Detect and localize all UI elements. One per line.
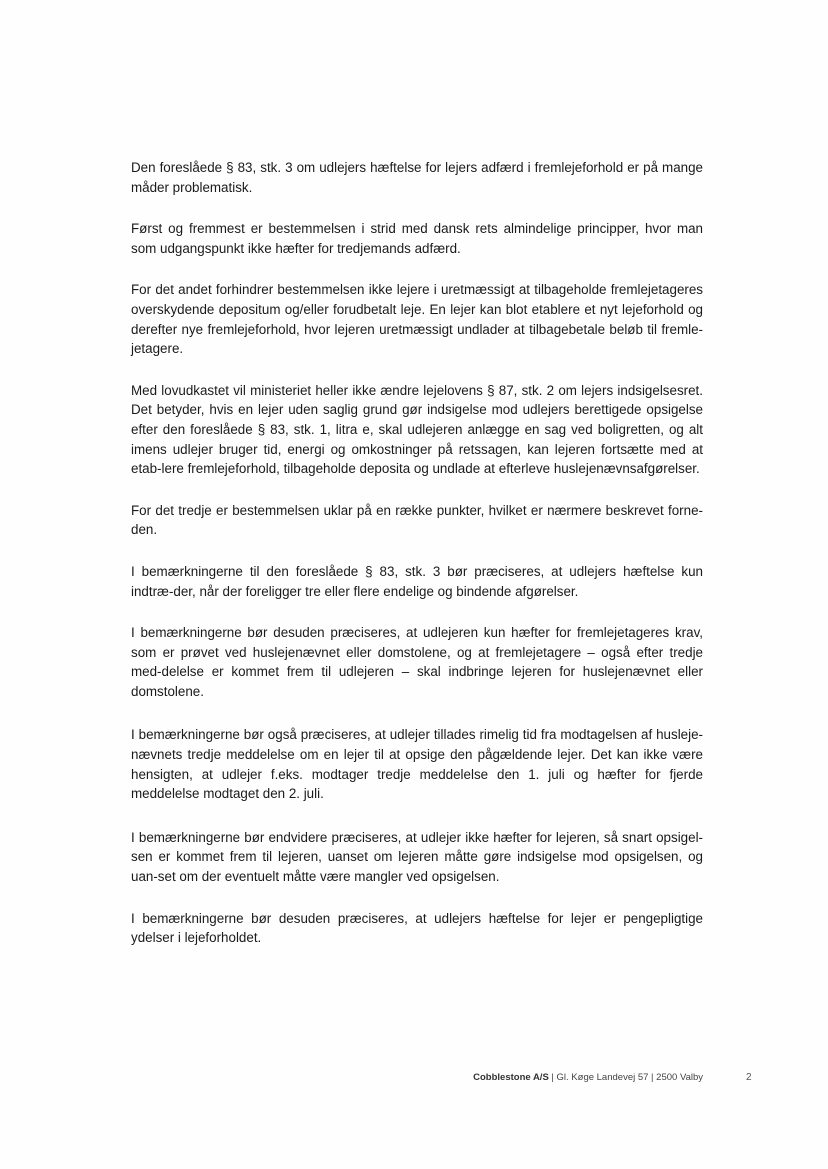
footer-company-name: Cobblestone A/S	[473, 1072, 549, 1083]
paragraph-1: Den foreslåede § 83, stk. 3 om udlejers hæftelse for lejers adfærd i fremlejeforhold er på mange måder problematisk.	[131, 160, 703, 195]
footer-address: | Gl. Køge Landevej 57 | 2500 Valby	[548, 1072, 703, 1083]
document-body	[131, 158, 703, 970]
paragraph-10: I bemærkningerne bør desuden præciseres, at udlejers hæftelse for lejer er pengepligtige ydelser i lejeforholdet.	[131, 910, 703, 946]
page-number: 2	[746, 1072, 752, 1083]
paragraph-4: Med lovudkastet vil ministeriet heller ikke ændre lejelovens § 87, stk. 2 om lejers indsigelsesret. Det betyder, hvis en lejer uden saglig grund gør indsigelse mod udlejers berettigede opsigelse efter den foreslåede § 83, stk. 1, litra e, skal udlejeren anlægge en sag ved boligretten, og alt imens udlejer bruger tid, energi og omkostninger på retssagen, kan lejeren fortsætte med at etab-lere fremlejeforhold, tilbageholde deposita og undlade at efterleve huslejenævnsafgørelser.	[131, 382, 703, 477]
paragraph-3: For det andet forhindrer bestemmelsen ikke lejere i uretmæssigt at tilbageholde fremlejetageres overskydende depositum og/eller forudbetalt leje. En lejer kan blot etablere et nyt lejeforhold og derefter nye fremlejeforhold, hvor lejeren uretmæssigt undlader at tilbagebetale beløb til fremle-jetagere.	[131, 282, 703, 357]
paragraph-6: I bemærkningerne til den foreslåede § 83, stk. 3 bør præciseres, at udlejers hæftelse kun indtræ-der, når der foreligger tre eller flere endelige og bindende afgørelser.	[131, 563, 703, 599]
footer-company-address	[473, 1072, 703, 1083]
paragraph-7: I bemærkningerne bør desuden præciseres, at udlejeren kun hæfter for fremlejetageres krav, som er prøvet ved huslejenævnet eller domstolene, og at fremlejetagere – også efter tredje med-delelse er kommet frem til udlejeren – skal indbringe lejeren for huslejenævnet eller domstolene.	[131, 625, 703, 699]
paragraph-5: For det tredje er bestemmelsen uklar på en række punkter, hvilket er nærmere beskrevet forne-den.	[131, 502, 703, 538]
paragraph-9: I bemærkningerne bør endvidere præciseres, at udlejer ikke hæfter for lejeren, så snart opsigel-sen er kommet frem til lejeren, uanset om lejeren måtte gøre indsigelse mod opsigelsen, og uan-set om der eventuelt måtte være mangler ved opsigelsen.	[131, 829, 703, 885]
page-footer	[0, 1072, 828, 1088]
paragraph-2: Først og fremmest er bestemmelsen i strid med dansk rets almindelige principper, hvor man som udgangspunkt ikke hæfter for tredjemands adfærd.	[131, 221, 703, 256]
paragraph-8: I bemærkningerne bør også præciseres, at udlejer tillades rimelig tid fra modtagelsen af husleje-nævnets tredje meddelelse om en lejer til at opsige den pågældende lejer. Det kan ikke være hensigten, at udlejer f.eks. modtager tredje meddelelse den 1. juli og hæfter for fjerde meddelelse modtaget den 2. juli.	[131, 727, 703, 802]
